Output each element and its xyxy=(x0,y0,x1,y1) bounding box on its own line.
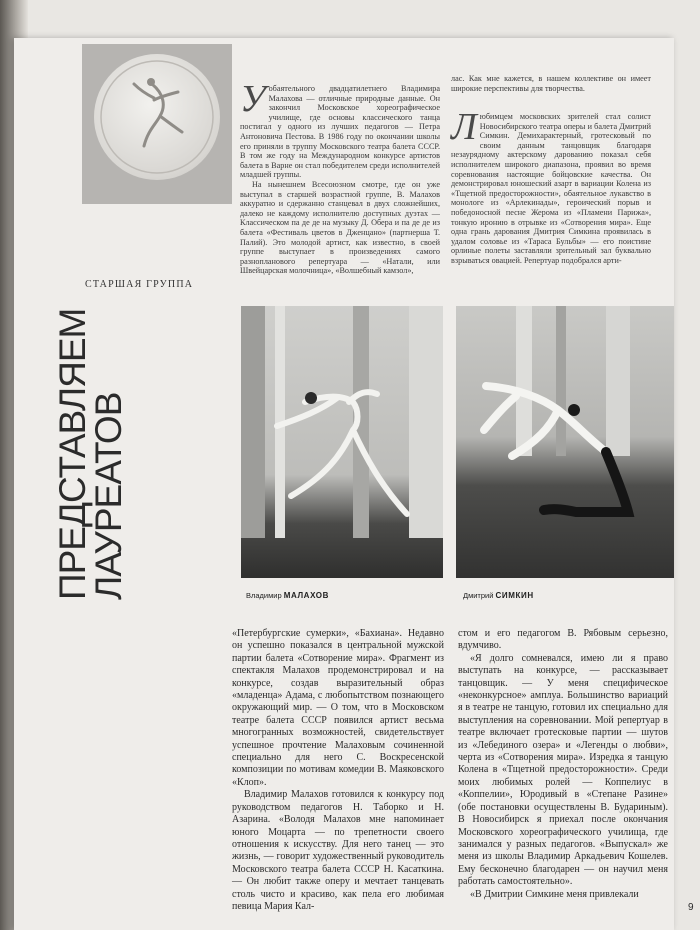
heading-line-2: ЛАУРЕАТОВ xyxy=(88,392,129,600)
caption-first-name: Дмитрий xyxy=(463,591,494,600)
caption-malakhov xyxy=(246,591,329,600)
lower-text-left xyxy=(232,628,444,912)
paragraph: юбимцем московских зрителей стал солист Новосибирского театра оперы и балета Дмитрий Симкин. Демихарактерный, гротесковый по своим данным танцовщик благодаря незаурядному актерскому дарованию показал себя исполнителем широкого диапазона, проявил во время соревнования настоящие бойцовские качества. Он демонстрировал юношеский азарт в вариации Колена из «Тщетной предосторожности», обаятельное лукавство в монологе из «Арлекинады», героический порыв и победоносной песне Жерома из «Пламени Парижа», тонкую иронию в отрывке из «Сотворения мира». Еще одна грань дарования Дмитрия Симкина проявилась в удалом соловье из «Тараса Бульбы» — его поистине орлиные полеты заставляли зрительный зал буквально взрываться овацией. Репертуар подобрался арти- xyxy=(451,112,651,265)
page-number: 9 xyxy=(688,902,694,913)
dropcap: У xyxy=(240,78,266,120)
caption-last-name: СИМКИН xyxy=(495,591,534,600)
dancer-photo-icon xyxy=(456,306,674,578)
text-column-1 xyxy=(240,78,440,300)
dropcap: Л xyxy=(451,106,477,148)
paragraph: обаятельного двадцатилетнего Владимира Малахова — отличные природные данные. Он закончил Московское хореографическое училище, где основы классического танца постигал у одного из лучших педагогов — Петра Антоновича Пестова. В 1986 году по окончании школы его приняли в труппу Московского театра балета СССР. В том же году на Международном конкурсе артистов балета в Варне он стал победителем среди исполнителей младшей группы. xyxy=(240,84,440,180)
dancer-emblem-icon xyxy=(94,54,220,180)
lower-text-right xyxy=(458,628,668,918)
paragraph: лас. Как мне кажется, в нашем коллективе он имеет широкие перспективы для творчества. xyxy=(451,74,651,93)
photo-simkin xyxy=(456,306,674,578)
caption-last-name: МАЛАХОВ xyxy=(283,591,329,600)
paragraph: «Петербургские сумерки», «Бахиана». Недавно он успешно показался в центральной мужской партии балета «Сотворение мира». Фрагмент из спектакля Малахов продемонстрировал и на конкурсе, создав выразительный образ «младенца» Адама, с любопытством познающего окружающий мир. — О том, что в Московском театре балета СССР появился артист весьма многогранных возможностей, свидетельствует успешное прочтение Малаховым сочиненной специально для него С. Воскресенской композиции по мотивам комедии В. Маяковского «Клоп». xyxy=(232,628,444,788)
medal-image xyxy=(94,54,220,180)
caption-simkin xyxy=(463,591,534,600)
group-label: СТАРШАЯ ГРУППА xyxy=(85,279,194,290)
paragraph: Владимир Малахов готовился к конкурсу под руководством педагогов Н. Таборко и Н. Азарина. «Володя Малахов мне напоминает юного Моцарта — по трепетности своего отношения к искусству. Для него танец — это жизнь, — говорит художественный руководитель Московского театра балета СССР Н. Касаткина. — Он любит также оперу и мечтает танцевать столь чисто и красиво, как пела его любимая певица Мария Кал- xyxy=(232,789,444,912)
paragraph: стом и его педагогом В. Рябовым серьезно, вдумчиво. xyxy=(458,628,668,652)
paragraph: На нынешнем Всесоюзном смотре, где он уже выступал в старшей возрастной группе, В. Малахов аккуратно и сдержанно станцевал в двух сложнейших, далеко не каждому исполнителю доступных дуэтах — Классическом па де де на музыку Д. Обера и па де де из балета «Фестиваль цветов в Дженцано» (партнерша Т. Палий). Это молодой артист, как известно, в своей группе выступает в произведениях самого разнопланового репертуара — «Натали, или Швейцарская молочница», «Волшебный камзол», xyxy=(240,179,440,276)
article-heading xyxy=(52,300,155,600)
paragraph: «Я долго сомневался, имею ли я право выступать на конкурсе, — рассказывает танцовщик. — У меня специфическое «неконкурсное» амплуа. Большинство вариаций я в театре не танцую, готовил их специально для выступления на соревновании. Мой репертуар в театре включает гротесковые партии — шутов из «Лебединого озера» и «Легенды о любви», черта из «Сотворения мира». Изредка я танцую Колена в «Тщетной предосторожности». Среди моих любимых ролей — Коппелиус в «Коппелии», Юродивый в «Степане Разине» (обе постановки осуществлены В. Будариным). В Новосибирск я приехал после окончания Московского хореографического училища, где занимался у разных педагогов. «Выпускал» же меня из школы Владимир Аркадьевич Кошелев. Ему бесконечно благодарен — он научил меня работать самостоятельно». xyxy=(458,652,668,888)
photo-malakhov xyxy=(241,306,443,578)
caption-first-name: Владимир xyxy=(246,591,282,600)
text-column-3 xyxy=(451,106,651,300)
paragraph: «В Дмитрии Симкине меня привлекали xyxy=(470,888,639,900)
text-column-2 xyxy=(451,74,651,100)
heading-line-1: ПРЕДСТАВЛЯЕМ xyxy=(52,308,93,600)
dancer-photo-icon xyxy=(241,306,443,578)
